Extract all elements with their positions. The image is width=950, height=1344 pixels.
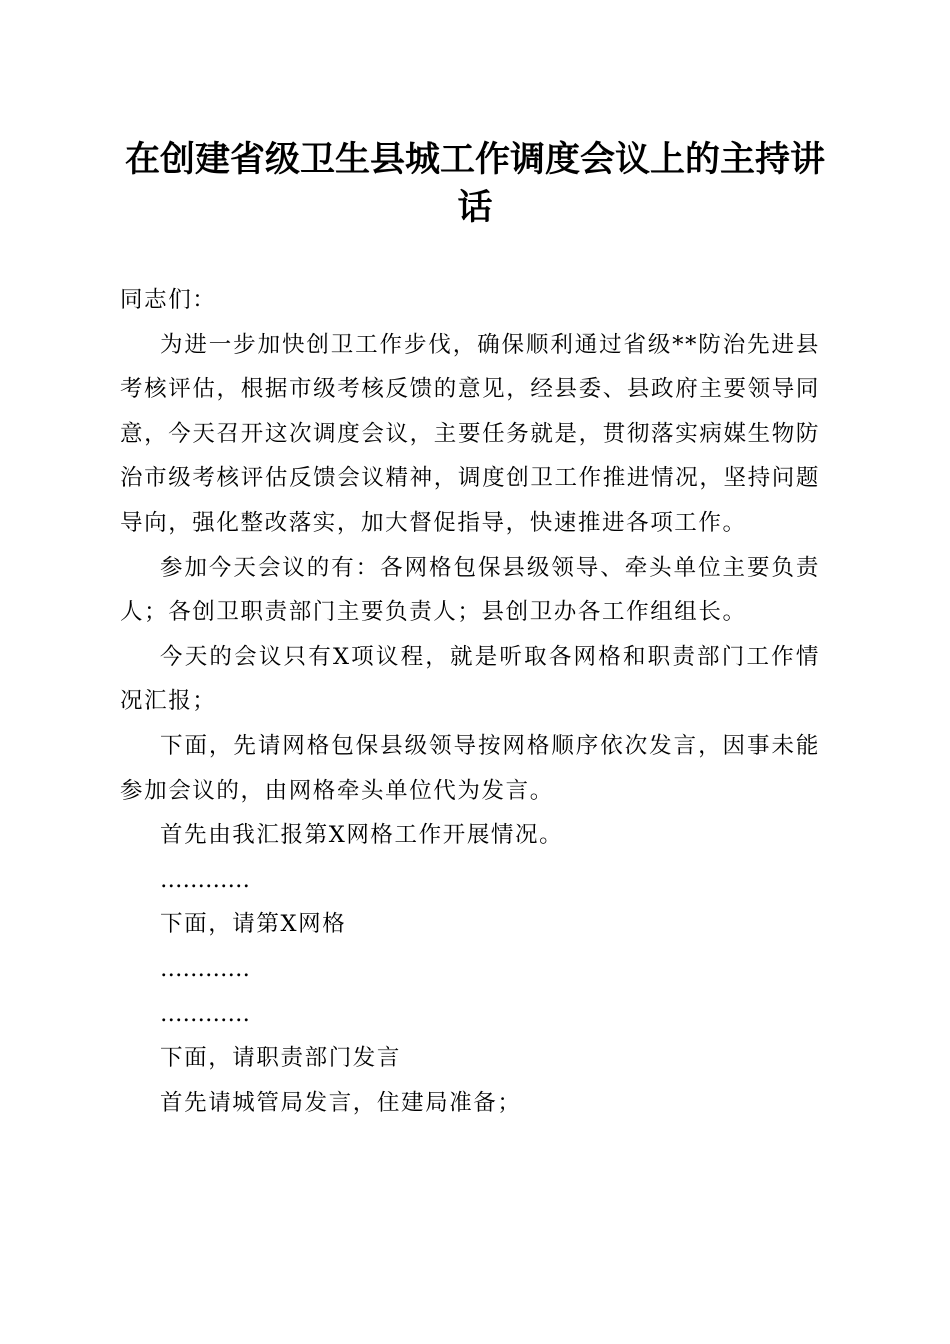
- paragraph-first-report: 首先由我汇报第X网格工作开展情况。: [160, 822, 564, 849]
- paragraph-purpose: 为进一步加快创卫工作步伐，确保顺利通过省级**防治先进县考核评估，根据市级考核反馈的意见，经县委、县政府主要领导同意，今天召开这次调度会议，主要任务就是，贯彻落实病媒生物防治市级考核评估反馈会议精神，调度创卫工作推进情况，坚持问题导向，强化整改落实，加大督促指导，快速推进各项工作。: [120, 331, 820, 536]
- paragraph-agenda: 今天的会议只有X项议程，就是听取各网格和职责部门工作情况汇报；: [120, 643, 820, 715]
- ellipsis-line: …………: [160, 866, 250, 893]
- paragraph-next-grid: 下面，请第X网格: [160, 911, 347, 938]
- paragraph-departments: 下面，请职责部门发言: [160, 1045, 402, 1072]
- salutation: 同志们：: [120, 287, 217, 313]
- ellipsis-line: …………: [160, 1000, 250, 1027]
- document-title: 在创建省级卫生县城工作调度会议上的主持讲话: [124, 139, 825, 228]
- ellipsis-line: …………: [160, 955, 250, 982]
- paragraph-attendees: 参加今天会议的有：各网格包保县级领导、牵头单位主要负责人；各创卫职责部门主要负责人；县创卫办各工作组组长。: [120, 554, 820, 626]
- paragraph-first-department: 首先请城管局发言，住建局准备；: [160, 1089, 522, 1116]
- paragraph-speaking-order: 下面，先请网格包保县级领导按网格顺序依次发言，因事未能参加会议的，由网格牵头单位代为发言。: [120, 732, 820, 804]
- document-body: [120, 278, 820, 1125]
